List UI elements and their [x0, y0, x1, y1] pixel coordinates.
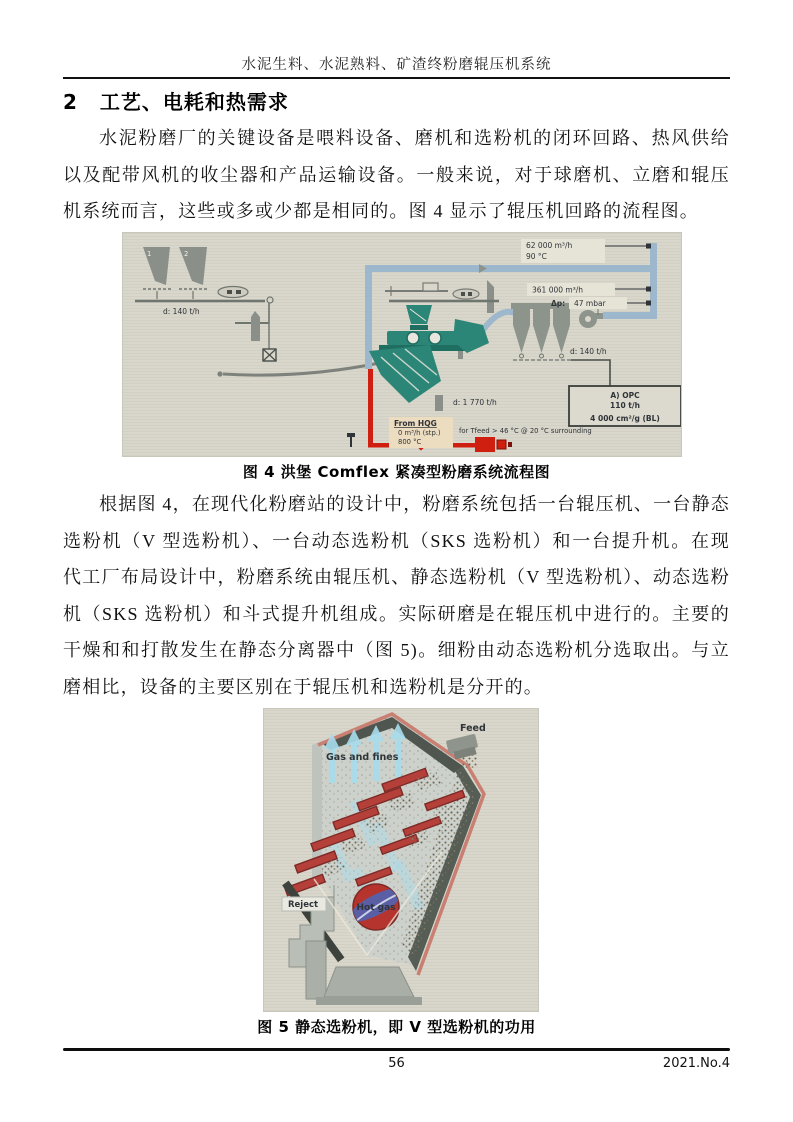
fig5-hot-gas-label: Hot gas	[356, 903, 396, 913]
fig4-hopper1-label: 1	[147, 250, 152, 258]
fig5-feed-label: Feed	[460, 723, 486, 734]
issue-label: 2021.No.4	[662, 1056, 730, 1071]
header-rule	[63, 77, 730, 79]
figure-4-comflex-flowsheet	[122, 232, 682, 457]
figure-5-v-separator	[263, 708, 539, 1012]
airflow-label-main	[527, 283, 651, 296]
figure-4-caption: 图 4 洪堡 Comflex 紧凑型粉磨系统流程图	[242, 463, 551, 481]
section-number: 2	[63, 90, 78, 114]
fig4-opc-line1: A) OPC	[610, 391, 640, 400]
fig4-hqg-line1: From HQG	[394, 419, 437, 428]
fig4-feed-rate-label: d: 140 t/h	[163, 307, 200, 316]
fig4-airflow-top-label: 62 000 m³/h	[526, 241, 573, 250]
fig5-reject-label: Reject	[288, 900, 319, 910]
fig4-opc-line3: 4 000 cm²/g (BL)	[590, 414, 660, 423]
section-title: 工艺、电耗和热需求	[99, 90, 289, 114]
fig4-hopper2-label: 2	[184, 250, 189, 258]
fig4-dp-value: 47 mbar	[574, 299, 606, 308]
fig4-hqg-line3: 800 °C	[398, 438, 422, 446]
fig4-airflow-top-temp-label: 90 °C	[526, 252, 547, 261]
fig5-reject-label-box	[282, 897, 326, 911]
paragraph-1: 水泥粉磨厂的关键设备是喂料设备、磨机和选粉机的闭环回路、热风供给以及配带风机的收尘器和产品运输设备。一般来说，对于球磨机、立磨和辊压机系统而言，这些或多或少都是相同的。图 4 显示了辊压机回路的流程图。	[63, 128, 730, 221]
feed-hopper-group	[143, 247, 207, 299]
opc-product-box	[569, 386, 681, 426]
v-separator	[369, 345, 497, 411]
product-line	[570, 347, 610, 386]
figure-5-caption: 图 5 静态选粉机，即 V 型选粉机的功用	[257, 1018, 536, 1036]
fig4-circulating-rate-label: d: 1 770 t/h	[453, 398, 497, 407]
fig4-diagram	[123, 233, 681, 456]
section-heading	[63, 86, 730, 115]
fig4-dp-key: Δp:	[551, 299, 566, 308]
fig4-opc-line2: 110 t/h	[610, 401, 640, 410]
airflow-label-top	[521, 239, 651, 263]
fig4-condition-label: for Tfeed > 46 °C @ 20 °C surrounding	[459, 427, 592, 435]
feed-belt	[135, 287, 273, 317]
footer-rule	[63, 1048, 730, 1051]
roller-press-group	[379, 280, 499, 359]
fig5-diagram	[264, 709, 538, 1011]
fig4-airflow-main-label: 361 000 m³/h	[532, 285, 583, 295]
running-head: 水泥生料、水泥熟料、矿渣终粉磨辊压机系统	[241, 57, 552, 73]
fig5-gas-and-fines-label: Gas and fines	[326, 752, 399, 763]
cyclone-group	[511, 303, 571, 360]
fig4-product-rate-label: d: 140 t/h	[570, 347, 607, 356]
paragraph-2: 根据图 4，在现代化粉磨站的设计中，粉磨系统包括一台辊压机、一台静态选粉机（V 型选粉机）、一台动态选粉机（SKS 选粉机）和一台提升机。在现代工厂布局设计中，粉磨系统由辊压机、静态选粉机（V 型选粉机）、动态选粉机（SKS 选粉机）和斗式提升机组成。实际研磨是在辊压机中进行的。主要的干燥和和打散发生在静态分离器中（图 5)。细粉由动态选粉机分选取出。与立磨相比，设备的主要区别在于辊压机和选粉机是分开的。	[63, 494, 730, 697]
bucket-elevator	[235, 303, 276, 361]
page-number: 56	[388, 1056, 405, 1071]
main-fan	[579, 310, 603, 328]
fig4-hqg-line2: 0 m³/h (stp.)	[398, 429, 441, 437]
